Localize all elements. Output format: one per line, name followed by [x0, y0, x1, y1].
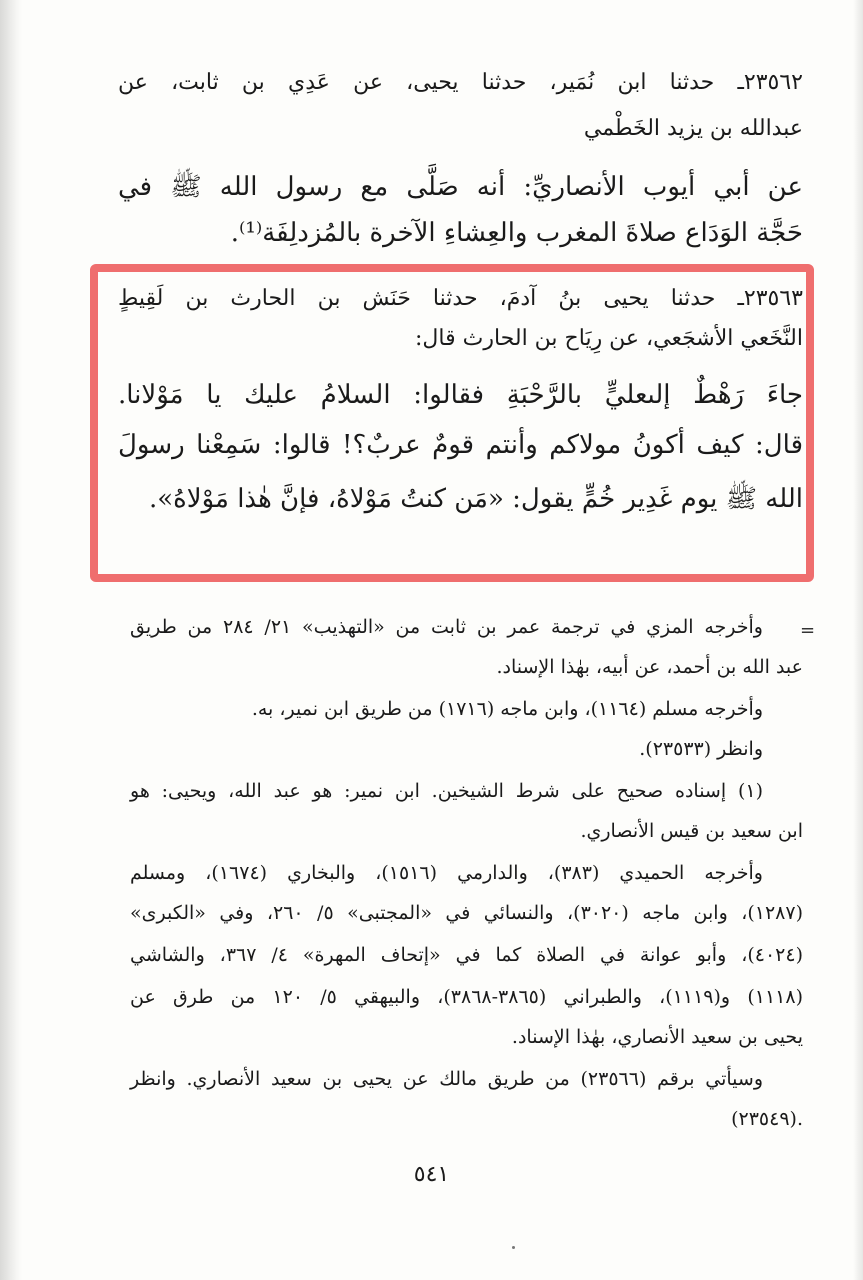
footnote-1-line: (١) إسناده صحيح على شرط الشيخين. ابن نمير: هو عبد الله، ويحيى: هو [130, 780, 763, 802]
hadith-23563-isnad-line-1: ٢٣٥٦٣ـ حدثنا يحيى بنُ آدمَ، حدثنا حَنَش بن الحارث بن لَقِيطٍ [118, 286, 803, 311]
footnote-line: وسيأتي برقم (٢٣٥٦٦) من طريق مالك عن يحيى بن سعيد الأنصاري. وانظر [130, 1068, 764, 1090]
footnote-1-line: ابن سعيد بن قيس الأنصاري. [580, 820, 803, 842]
footnote-line: (٤٠٢٤)، وأبو عوانة في الصلاة كما في «إتحاف المهرة» ٤/ ٣٦٧، والشاشي [130, 944, 803, 966]
footnote-line: يحيى بن سعيد الأنصاري، بهٰذا الإسناد. [511, 1026, 803, 1048]
page-edge-shadow-right [853, 0, 863, 1280]
footnote-line: (٢٣٥٤٩). [731, 1108, 803, 1130]
footnote-line: عبد الله بن أحمد، عن أبيه، بهٰذا الإسناد. [496, 656, 803, 678]
page-edge-shadow [0, 0, 22, 1280]
footnote-line: (١١١٨) و(١١١٩)، والطبراني (٣٨٦٥-٣٨٦٨)، والبيهقي ٥/ ١٢٠ من طرق عن [130, 986, 803, 1008]
hadith-23562-matn-line-2: حَجَّة الوَدَاع صلاةَ المغرب والعِشاءِ الآخرة بالمُزدلِفَة⁽¹⁾. [230, 218, 803, 248]
highlight-box [90, 264, 814, 582]
footnote-line: (١٢٨٧)، وابن ماجه (٣٠٢٠)، والنسائي في «المجتبى» ٥/ ٢٦٠، وفي «الكبرى» [130, 902, 803, 924]
continuation-mark: = [800, 620, 816, 641]
hadith-23563-isnad-line-2: النَّخَعي الأشجَعي، عن رِيَاح بن الحارث قال: [415, 326, 803, 351]
footnote-line: وأخرجه الحميدي (٣٨٣)، والدارمي (١٥١٦)، والبخاري (١٦٧٤)، ومسلم [130, 862, 763, 884]
hadith-23563-matn-line-1: جاءَ رَهْطٌ إلىعليٍّ بالرَّحْبَةِ فقالوا: السلامُ عليك يا مَوْلانا. [118, 380, 803, 410]
hadith-23562-isnad-line-2: عبدالله بن يزيد الخَطْمي [583, 116, 803, 141]
page-number: ٥٤١ [413, 1162, 450, 1187]
footnote-line: وأخرجه المزي في ترجمة عمر بن ثابت من «التهذيب» ٢١/ ٢٨٤ من طريق [130, 616, 763, 638]
footnote-line: وأخرجه مسلم (١١٦٤)، وابن ماجه (١٧١٦) من طريق ابن نمير، به. [251, 698, 763, 720]
hadith-23562-isnad-line-1: ٢٣٥٦٢ـ حدثنا ابن نُمَير، حدثنا يحيى، عن عَدِي بن ثابت، عن [118, 70, 803, 95]
hadith-23563-matn-line-3: الله ﷺ يوم غَدِير خُمٍّ يقول: «مَن كنتُ مَوْلاهُ، فإنَّ هٰذا مَوْلاهُ». [148, 484, 803, 514]
print-dot [512, 1246, 515, 1249]
hadith-23562-matn-line-1: عن أبي أيوب الأنصاريِّ: أنه صَلَّى مع رسول الله ﷺ في [118, 172, 803, 202]
hadith-23563-matn-line-2: قال: كيف أكونُ مولاكم وأنتم قومٌ عربٌ؟! قالوا: سَمِعْنا رسولَ [118, 430, 803, 460]
footnote-line: وانظر (٢٣٥٣٣). [639, 738, 763, 760]
